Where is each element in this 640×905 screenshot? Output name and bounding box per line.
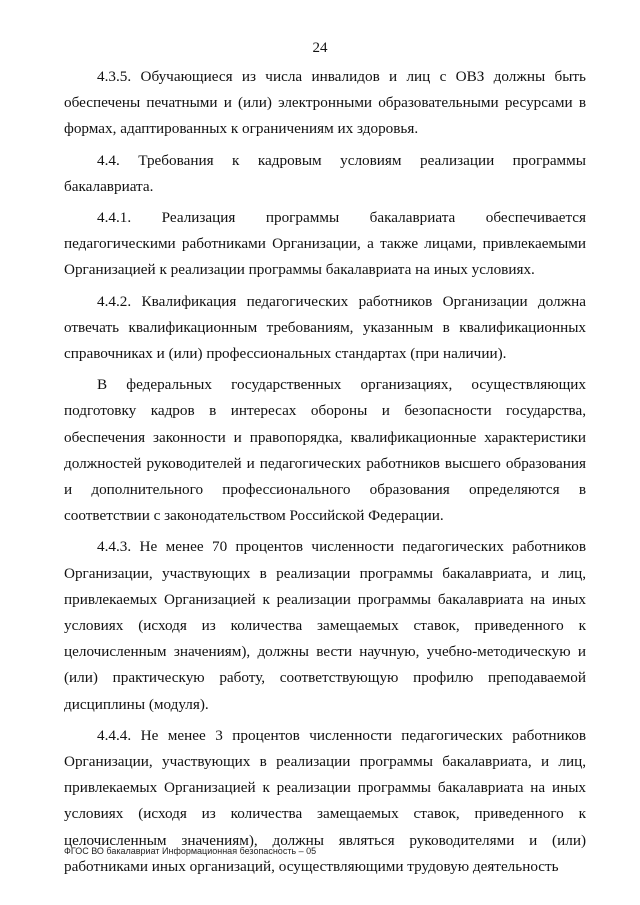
document-body [64, 64, 586, 885]
paragraph-4-4-2: 4.4.2. Квалификация педагогических работников Организации должна отвечать квалификационным требованиям, указанным в квалификационных справочниках и (или) профессиональных стандартах (при наличии). [64, 292, 586, 363]
paragraph-4-3-5: 4.3.5. Обучающиеся из числа инвалидов и лиц с ОВЗ должны быть обеспечены печатными и (или) электронными образовательными ресурсами в формах, адаптированных к ограничениям их здоровья. [64, 68, 586, 138]
paragraph-4-4-3: 4.4.3. Не менее 70 процентов численности педагогических работников Организации, участвующих в реализации программы бакалавриата, и лиц, привлекаемых Организацией к реализации программы бакалавриата на иных условиях (исходя из количества замещаемых ставок, приведенного к целочисленным значениям), должны вести научную, учебно-методическую и (или) практическую работу, соответствующую профилю преподаваемой дисциплины (модуля). [64, 538, 586, 713]
paragraph-4-4: 4.4. Требования к кадровым условиям реализации программы бакалавриата. [64, 151, 586, 195]
page-footer: ФГОС ВО бакалавриат Информационная безопасность – 05 [64, 846, 317, 856]
paragraph-4-4-4: 4.4.4. Не менее 3 процентов численности педагогических работников Организации, участвующих в реализации программы бакалавриата, и лиц, привлекаемых Организацией к реализации программы бакалавриата на иных условиях (исходя из количества замещаемых ставок, приведенного к целочисленным значениям), должны являться руководителями и (или) работниками иных организаций, осуществляющими трудовую деятельность [64, 726, 586, 875]
paragraph-4-4-1: 4.4.1. Реализация программы бакалавриата обеспечивается педагогическими работниками Организации, а также лицами, привлекаемыми Организацией к реализации программы бакалавриата на иных условиях. [64, 209, 586, 279]
page-number: 24 [312, 40, 328, 56]
paragraph-federal-organizations: В федеральных государственных организациях, осуществляющих подготовку кадров в интересах обороны и безопасности государства, обеспечения законности и правопорядка, квалификационные характеристики должностей руководителей и педагогических работников высшего образования и дополнительного профессионального образования определяются в соответствии с законодательством Российской Федерации. [64, 376, 586, 525]
